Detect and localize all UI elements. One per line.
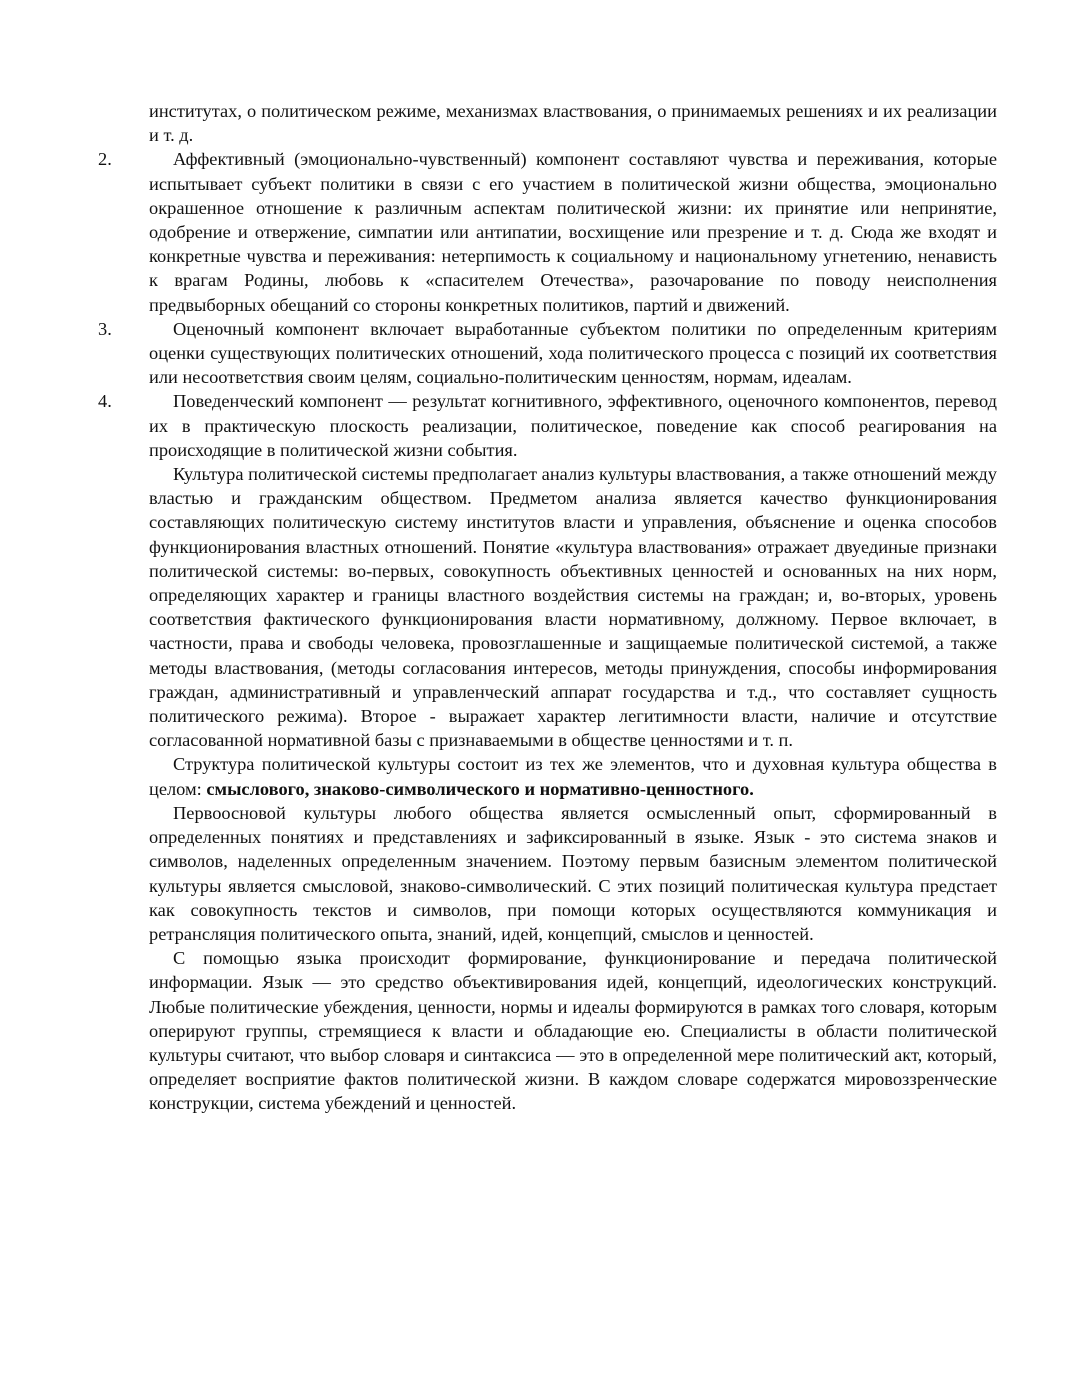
document-body	[98, 99, 997, 1116]
list-item-affective	[98, 147, 997, 316]
language-function-paragraph: С помощью языка происходит формирование, функционирование и передача политической информации. Язык — это средство объективирования идей, концепций, идеологических конструкций. Любые политические убеждения, ценности, нормы и идеалы формируются в рамках того словаря, которым оперируют группы, стремящиеся к власти и обладающие ею. Специалисты в области политической культуры считают, что выбор словаря и синтаксиса — это в определенной мере политический акт, который, определяет восприятие фактов политической жизни. В каждом словаре содержатся мировоззренческие конструкции, система убеждений и ценностей.	[149, 948, 997, 1114]
list-item-text: Поведенческий компонент — результат когнитивного, эффективного, оценочного компонентов, перевод их в практическую плоскость реализации, политическое, поведение как способ реагирования на происходящие в политической жизни события.	[149, 391, 997, 460]
list-number: 2.	[98, 149, 112, 170]
intro-continuation-paragraph: институтах, о политическом режиме, механизмах властвования, о принимаемых решениях и их реализации и т. д.	[149, 101, 997, 146]
list-number: 4.	[98, 391, 112, 412]
political-system-culture-paragraph: Культура политической системы предполагает анализ культуры властвования, а также отношений между властью и гражданским обществом. Предметом анализа является качество функционирования составляющих политическую систему институтов власти и управления, объяснение и оценка способов функционирования властных отношений. Понятие «культура властвования» отражает двуединые признаки политической системы: во-первых, совокупность объективных ценностей и основанных на них норм, определяющих характер и границы властного воздействия системы на граждан; и, во-вторых, уровень соответствия фактического функционирования власти нормативному, должному. Первое включает, в частности, права и свободы человека, провозглашенные и защищаемые политической системой, а также методы властвования, (методы согласования интересов, методы принуждения, способы информирования граждан, административный и управленческий аппарат государства и т.д., что составляет сущность политического режима). Второе - выражает характер легитимности власти, наличие и отсутствие согласованной нормативной базы с признаваемыми в обществе ценностями и т. п.	[149, 464, 997, 751]
list-number: 3.	[98, 318, 112, 339]
list-item-text: Аффективный (эмоционально-чувственный) компонент составляют чувства и переживания, которые испытывает субъект политики в связи с его участием в политической жизни общества, эмоционально окрашенное отношение к различным аспектам политической жизни: их принятие или непринятие, одобрение и отвержение, симпатии или антипатии, восхищение или презрение и т. д. Сюда же входят и конкретные чувства и переживания: нетерпимость к социальному и национальному угнетению, ненависть к врагам Родины, любовь к «спасителем Отечества», разочарование по поводу неисполнения предвыборных обещаний со стороны конкретных политиков, партий и движений.	[149, 149, 997, 315]
political-culture-structure-paragraph	[149, 752, 997, 800]
structure-paragraph-text: Структура политической культуры состоит из тех же элементов, что и духовная культура общества в целом:	[149, 754, 997, 799]
list-item-text: Оценочный компонент включает выработанные субъектом политики по определенным критериям оценки существующих политических отношений, хода политического процесса с позиций их соответствия или несоответствия своим целям, социально-политическим ценностям, нормам, идеалам.	[149, 318, 997, 388]
culture-basis-paragraph: Первоосновой культуры любого общества является осмысленный опыт, сформированный в определенных понятиях и представлениях и зафиксированный в языке. Язык - это система знаков и символов, наделенных определенным значением. Поэтому первым базисным элементом политической культуры является смысловой, знаково-символический. С этих позиций политическая культура предстает как совокупность текстов и символов, при помощи которых осуществляются коммуникация и ретрансляция политического опыта, знаний, идей, концепций, смыслов и ценностей.	[149, 802, 997, 944]
structure-elements-bold-text: смыслового, знаково-символического и нормативно-ценностного.	[206, 778, 754, 799]
list-item-evaluative	[98, 317, 997, 390]
list-item-behavioral	[98, 389, 997, 462]
